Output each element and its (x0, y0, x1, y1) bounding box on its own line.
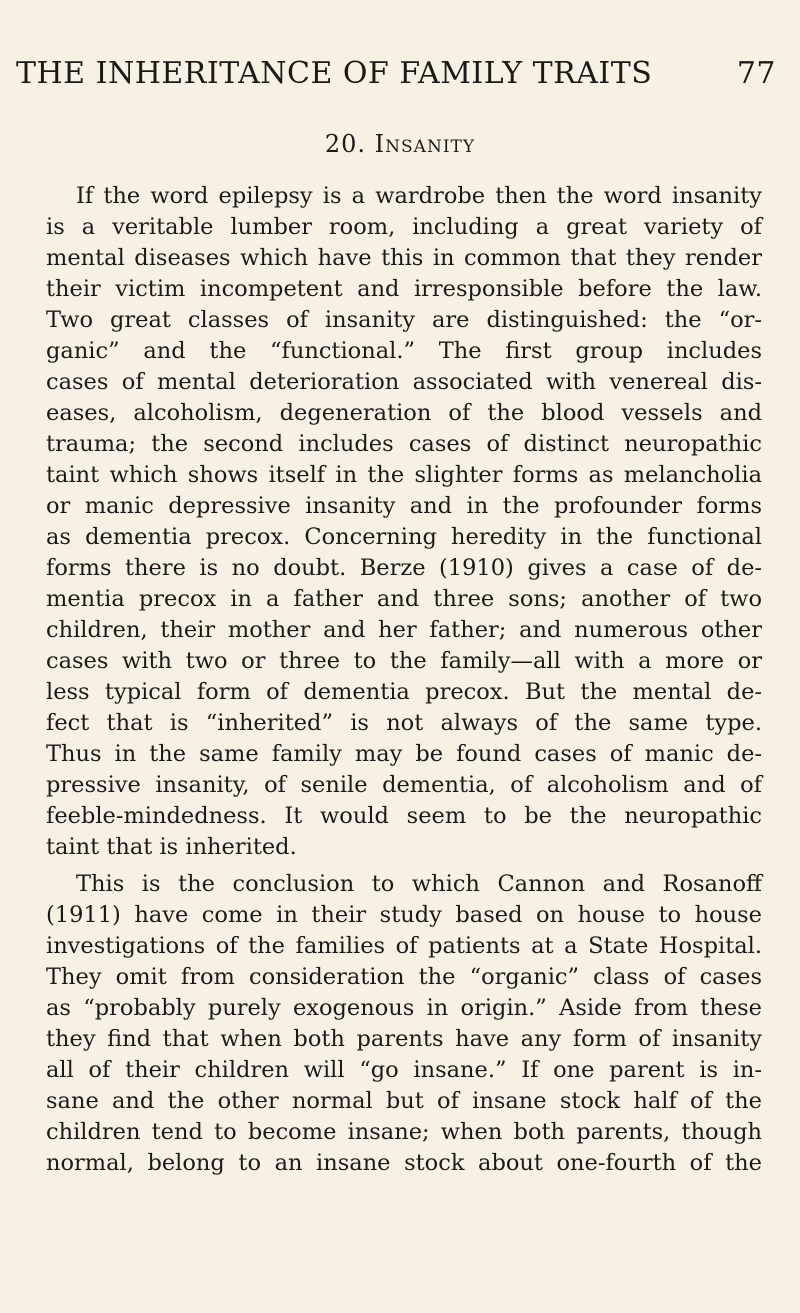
text-line: less typical form of dementia precox. But the mental de- (46, 679, 762, 705)
page-number: 77 (736, 56, 776, 91)
text-line: taint that is inherited. (46, 834, 297, 860)
text-line: feeble-mindedness. It would seem to be the neuropathic (46, 803, 762, 829)
text-line: as dementia precox. Concerning heredity in the functional (46, 524, 762, 550)
text-line: their victim incompetent and irresponsible before the law. (46, 276, 762, 302)
text-line: trauma; the second includes cases of distinct neuropathic (46, 431, 762, 457)
text-line: cases with two or three to the family—all with a more or (46, 648, 762, 674)
text-line: Thus in the same family may be found cases of manic de- (46, 741, 762, 767)
text-line: is a veritable lumber room, including a great variety of (46, 214, 762, 240)
text-line: ganic” and the “functional.” The first group includes (46, 338, 762, 364)
text-line: as “probably purely exogenous in origin.” Aside from these (46, 995, 762, 1021)
text-line: eases, alcoholism, degeneration of the blood vessels and (46, 400, 762, 426)
text-line: (1911) have come in their study based on house to house (46, 902, 762, 928)
text-line: or manic depressive insanity and in the profounder forms (46, 493, 762, 519)
text-line: children tend to become insane; when both parents, though (46, 1119, 762, 1145)
running-head-title: THE INHERITANCE OF FAMILY TRAITS (16, 56, 653, 91)
text-line: fect that is “inherited” is not always of the same type. (46, 710, 762, 736)
text-line: investigations of the families of patients at a State Hospital. (46, 933, 762, 959)
text-line: mental diseases which have this in common that they render (46, 245, 762, 271)
text-line: cases of mental deterioration associated with venereal dis- (46, 369, 762, 395)
text-line: If the word epilepsy is a wardrobe then the word insanity (76, 183, 762, 209)
text-line: mentia precox in a father and three sons; another of two (46, 586, 762, 612)
text-line: they find that when both parents have any form of insanity (46, 1026, 762, 1052)
text-line: sane and the other normal but of insane stock half of the (46, 1088, 762, 1114)
text-line: all of their children will “go insane.” If one parent is in- (46, 1057, 762, 1083)
text-line: forms there is no doubt. Berze (1910) gives a case of de- (46, 555, 762, 581)
text-line: Two great classes of insanity are distinguished: the “or- (46, 307, 762, 333)
text-line: children, their mother and her father; and numerous other (46, 617, 762, 643)
section-heading: 20. Insanity (324, 130, 476, 158)
text-line: They omit from consideration the “organic” class of cases (46, 964, 762, 990)
text-line: normal, belong to an insane stock about one-fourth of the (46, 1150, 762, 1176)
text-line: pressive insanity, of senile dementia, of alcoholism and of (46, 772, 762, 798)
text-line: This is the conclusion to which Cannon and Rosanoff (76, 871, 762, 897)
text-line: taint which shows itself in the slighter forms as melancholia (46, 462, 762, 488)
